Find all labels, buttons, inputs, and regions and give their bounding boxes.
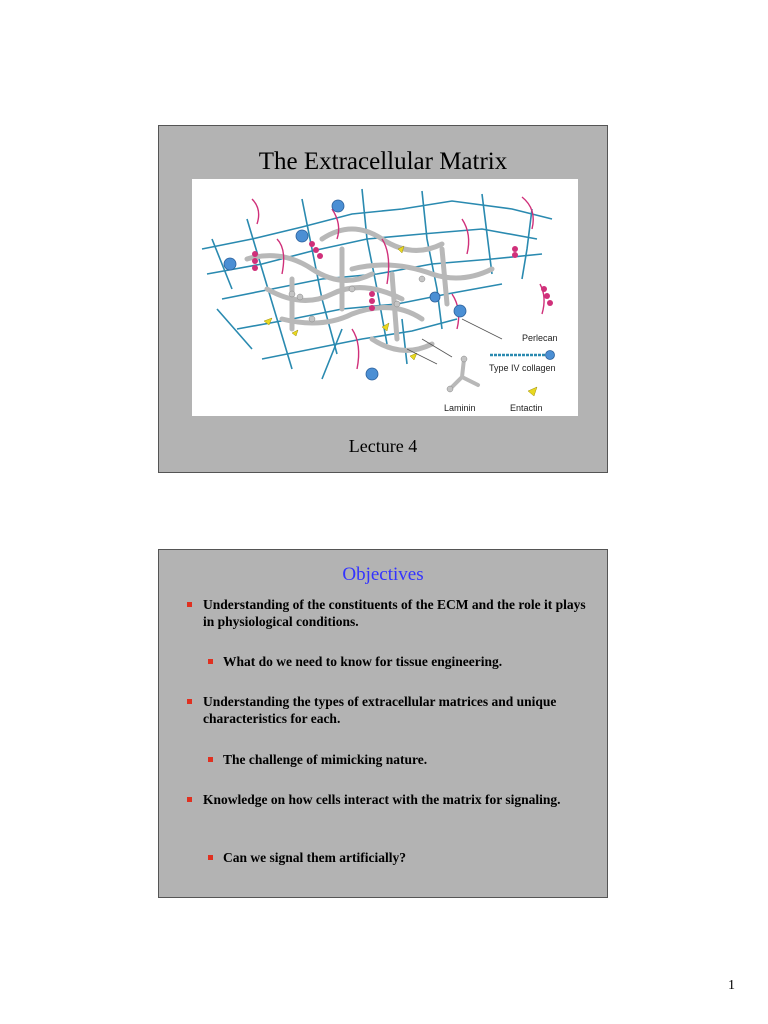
bullet-item [203,791,593,808]
legend-collagen [489,351,556,374]
bullet-square-icon [187,699,192,704]
bullet-square-icon [208,659,213,664]
objectives-title: Objectives [342,564,424,585]
legend-perlecan-label: Perlecan [522,333,558,343]
sub-bullet-item [223,849,593,866]
bullet-text: The challenge of mimicking nature. [223,752,428,767]
pointer-lines [407,319,502,364]
bullet-text: Can we signal them artificially? [223,850,406,865]
bullet-text: What do we need to know for tissue engineering. [223,654,503,669]
bullet-square-icon [187,602,192,607]
legend-entactin [510,387,543,413]
sub-bullet-item [223,653,593,670]
slide-objectives [158,549,608,898]
bullet-item [203,693,593,727]
bullet-text: Understanding the types of extracellular matrices and unique characteristics for each. [203,694,557,726]
bullet-text: Understanding of the constituents of the ECM and the role it plays in physiological conditions. [203,597,586,629]
slide-title-ecm [158,125,608,473]
legend-entactin-label: Entactin [510,403,543,413]
bullet-item [203,596,593,630]
bullet-square-icon [187,797,192,802]
slide-title: The Extracellular Matrix [258,148,508,175]
legend-laminin [444,356,478,413]
ecm-network-illustration [192,179,578,416]
collagen-network [202,189,552,379]
bullet-text: Knowledge on how cells interact with the matrix for signaling. [203,792,561,807]
lecture-subtitle: Lecture 4 [348,436,418,456]
legend-perlecan [522,284,558,343]
ecm-diagram-svg [192,179,578,416]
sub-bullet-item [223,751,593,768]
legend-collagen-label: Type IV collagen [489,363,556,373]
laminin-network [247,229,492,350]
page-number: 1 [728,978,735,993]
legend-laminin-label: Laminin [444,403,476,413]
bullet-square-icon [208,757,213,762]
bullet-square-icon [208,855,213,860]
